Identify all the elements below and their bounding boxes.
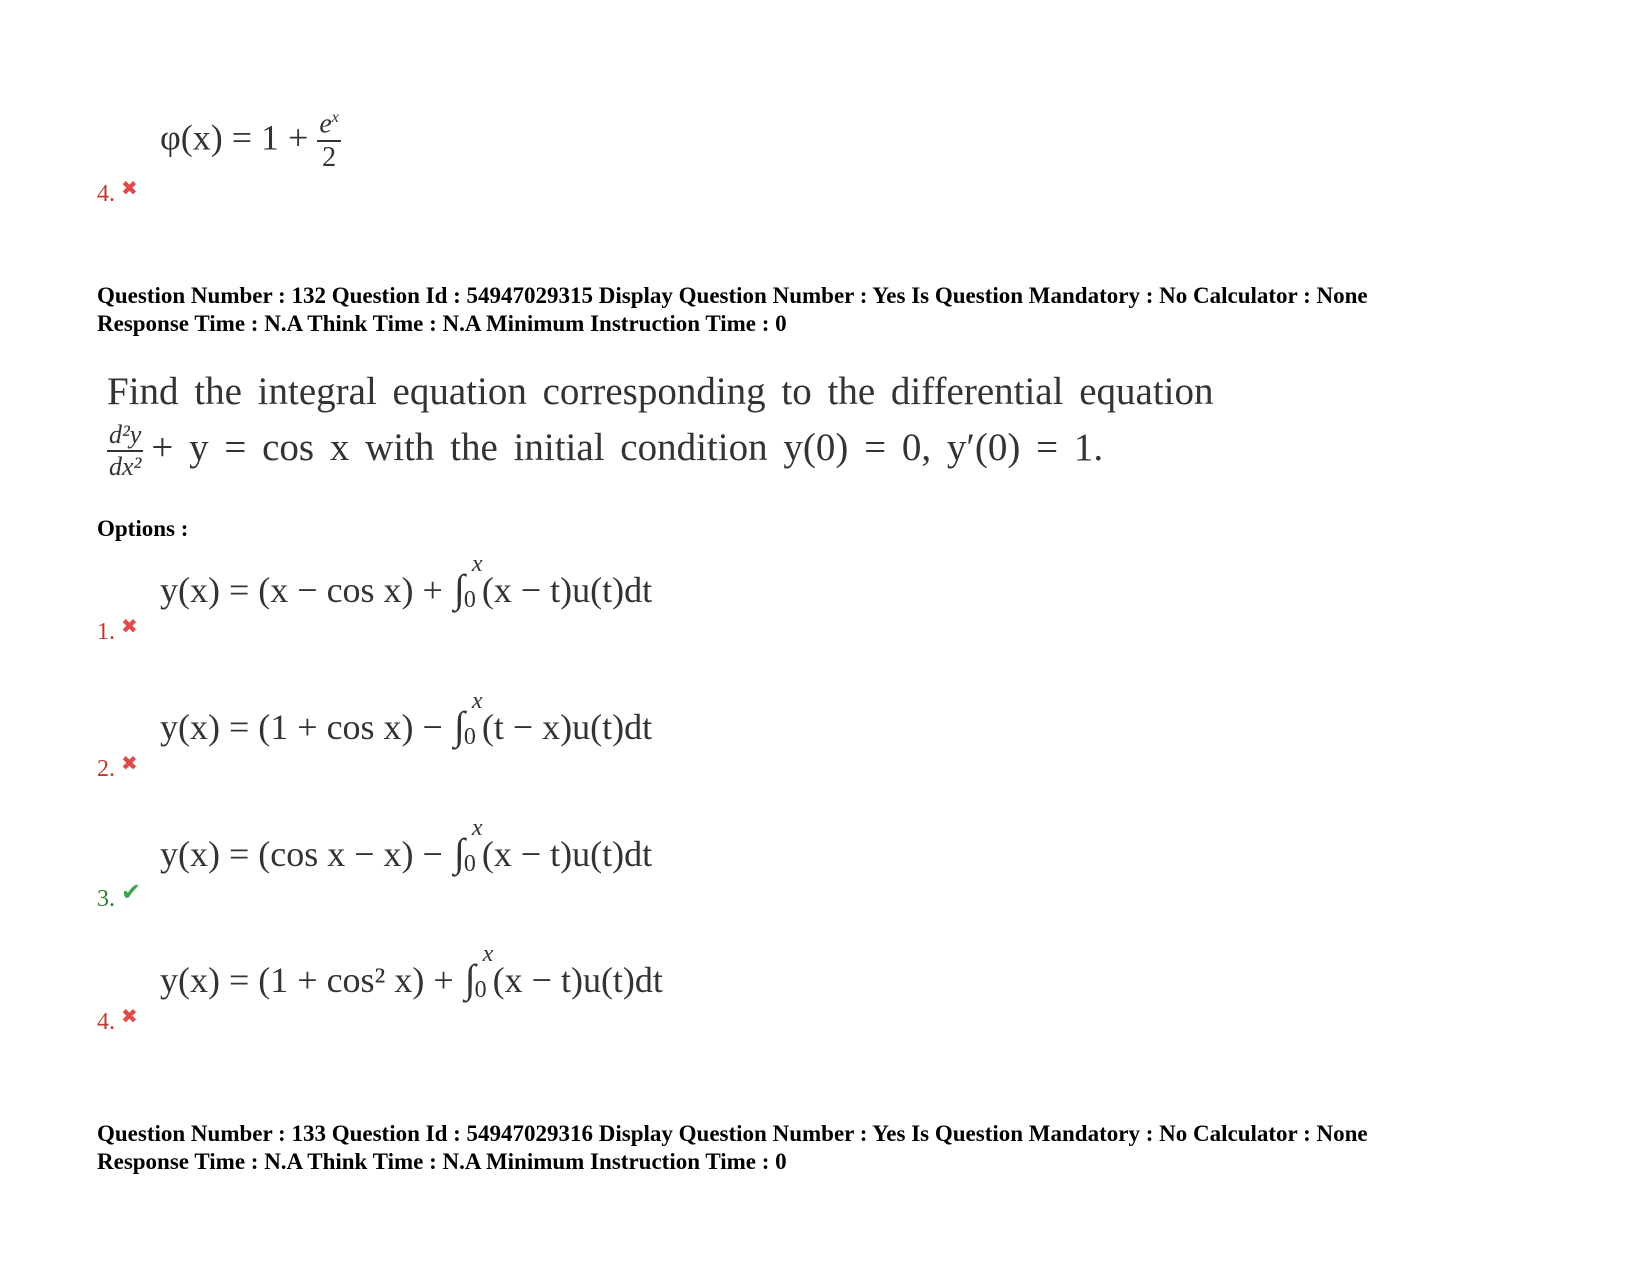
cross-icon: ✖ [121,176,138,200]
cross-icon: ✖ [121,751,138,775]
q132-question-line2: $\frac{\text{d²y}}{\text{dx²}}$ + y = cos x with the initial condition y(0) = 0, y′(0) = 1. [109,420,1104,482]
option-3-number: 3. ✔ [97,878,142,912]
q132-question-line1: Find the integral equation corresponding to the differential equation [107,370,1214,413]
option-4-number: 4. ✖ [97,1004,138,1035]
integral-sign: ∫ x 0 [453,551,483,613]
prev-option-4-fraction: $\frac{e^x}{2}$ [319,108,339,174]
q133-meta-line2: Response Time : N.A Think Time : N.A Minimum Instruction Time : 0 [97,1149,787,1174]
cross-icon: ✖ [121,614,138,638]
prev-option-4-lhs: φ(x) = 1 + [160,117,318,158]
d2y-dx2-fraction: $\frac{\text{d²y}}{\text{dx²}}$ [109,420,142,482]
option-4-formula: y(x) = (1 + cos² x) + ∫ x 0 (x − t)u(t)dt [160,941,663,1003]
q133-meta-line1: Question Number : 133 Question Id : 54947029316 Display Question Number : Yes Is Question Mandatory : No Calculator : None [97,1121,1368,1146]
q132-meta-line2: Response Time : N.A Think Time : N.A Minimum Instruction Time : 0 [97,311,787,336]
q133-meta [97,1120,1368,1176]
q132-question-text [107,364,1337,480]
option-2-formula: y(x) = (1 + cos x) − ∫ x 0 (t − x)u(t)dt [160,688,653,750]
prev-option-4-formula [160,110,341,172]
integral-sign: ∫ x 0 [453,688,483,750]
cross-icon: ✖ [121,1004,138,1028]
option-1-formula: y(x) = (x − cos x) + ∫ x 0 (x − t)u(t)dt [160,551,653,613]
q132-meta [97,282,1368,338]
option-2-number: 2. ✖ [97,751,138,782]
check-icon: ✔ [121,878,142,906]
integral-sign: ∫ x 0 [453,815,483,877]
prev-option-4-number: 4. ✖ [97,176,138,207]
option-1-number: 1. ✖ [97,614,138,645]
integral-sign: ∫ x 0 [464,941,494,1003]
q132-meta-line1: Question Number : 132 Question Id : 54947029315 Display Question Number : Yes Is Question Mandatory : No Calculator : None [97,283,1368,308]
option-3-formula: y(x) = (cos x − x) − ∫ x 0 (x − t)u(t)dt [160,815,653,877]
options-label: Options : [97,516,189,541]
